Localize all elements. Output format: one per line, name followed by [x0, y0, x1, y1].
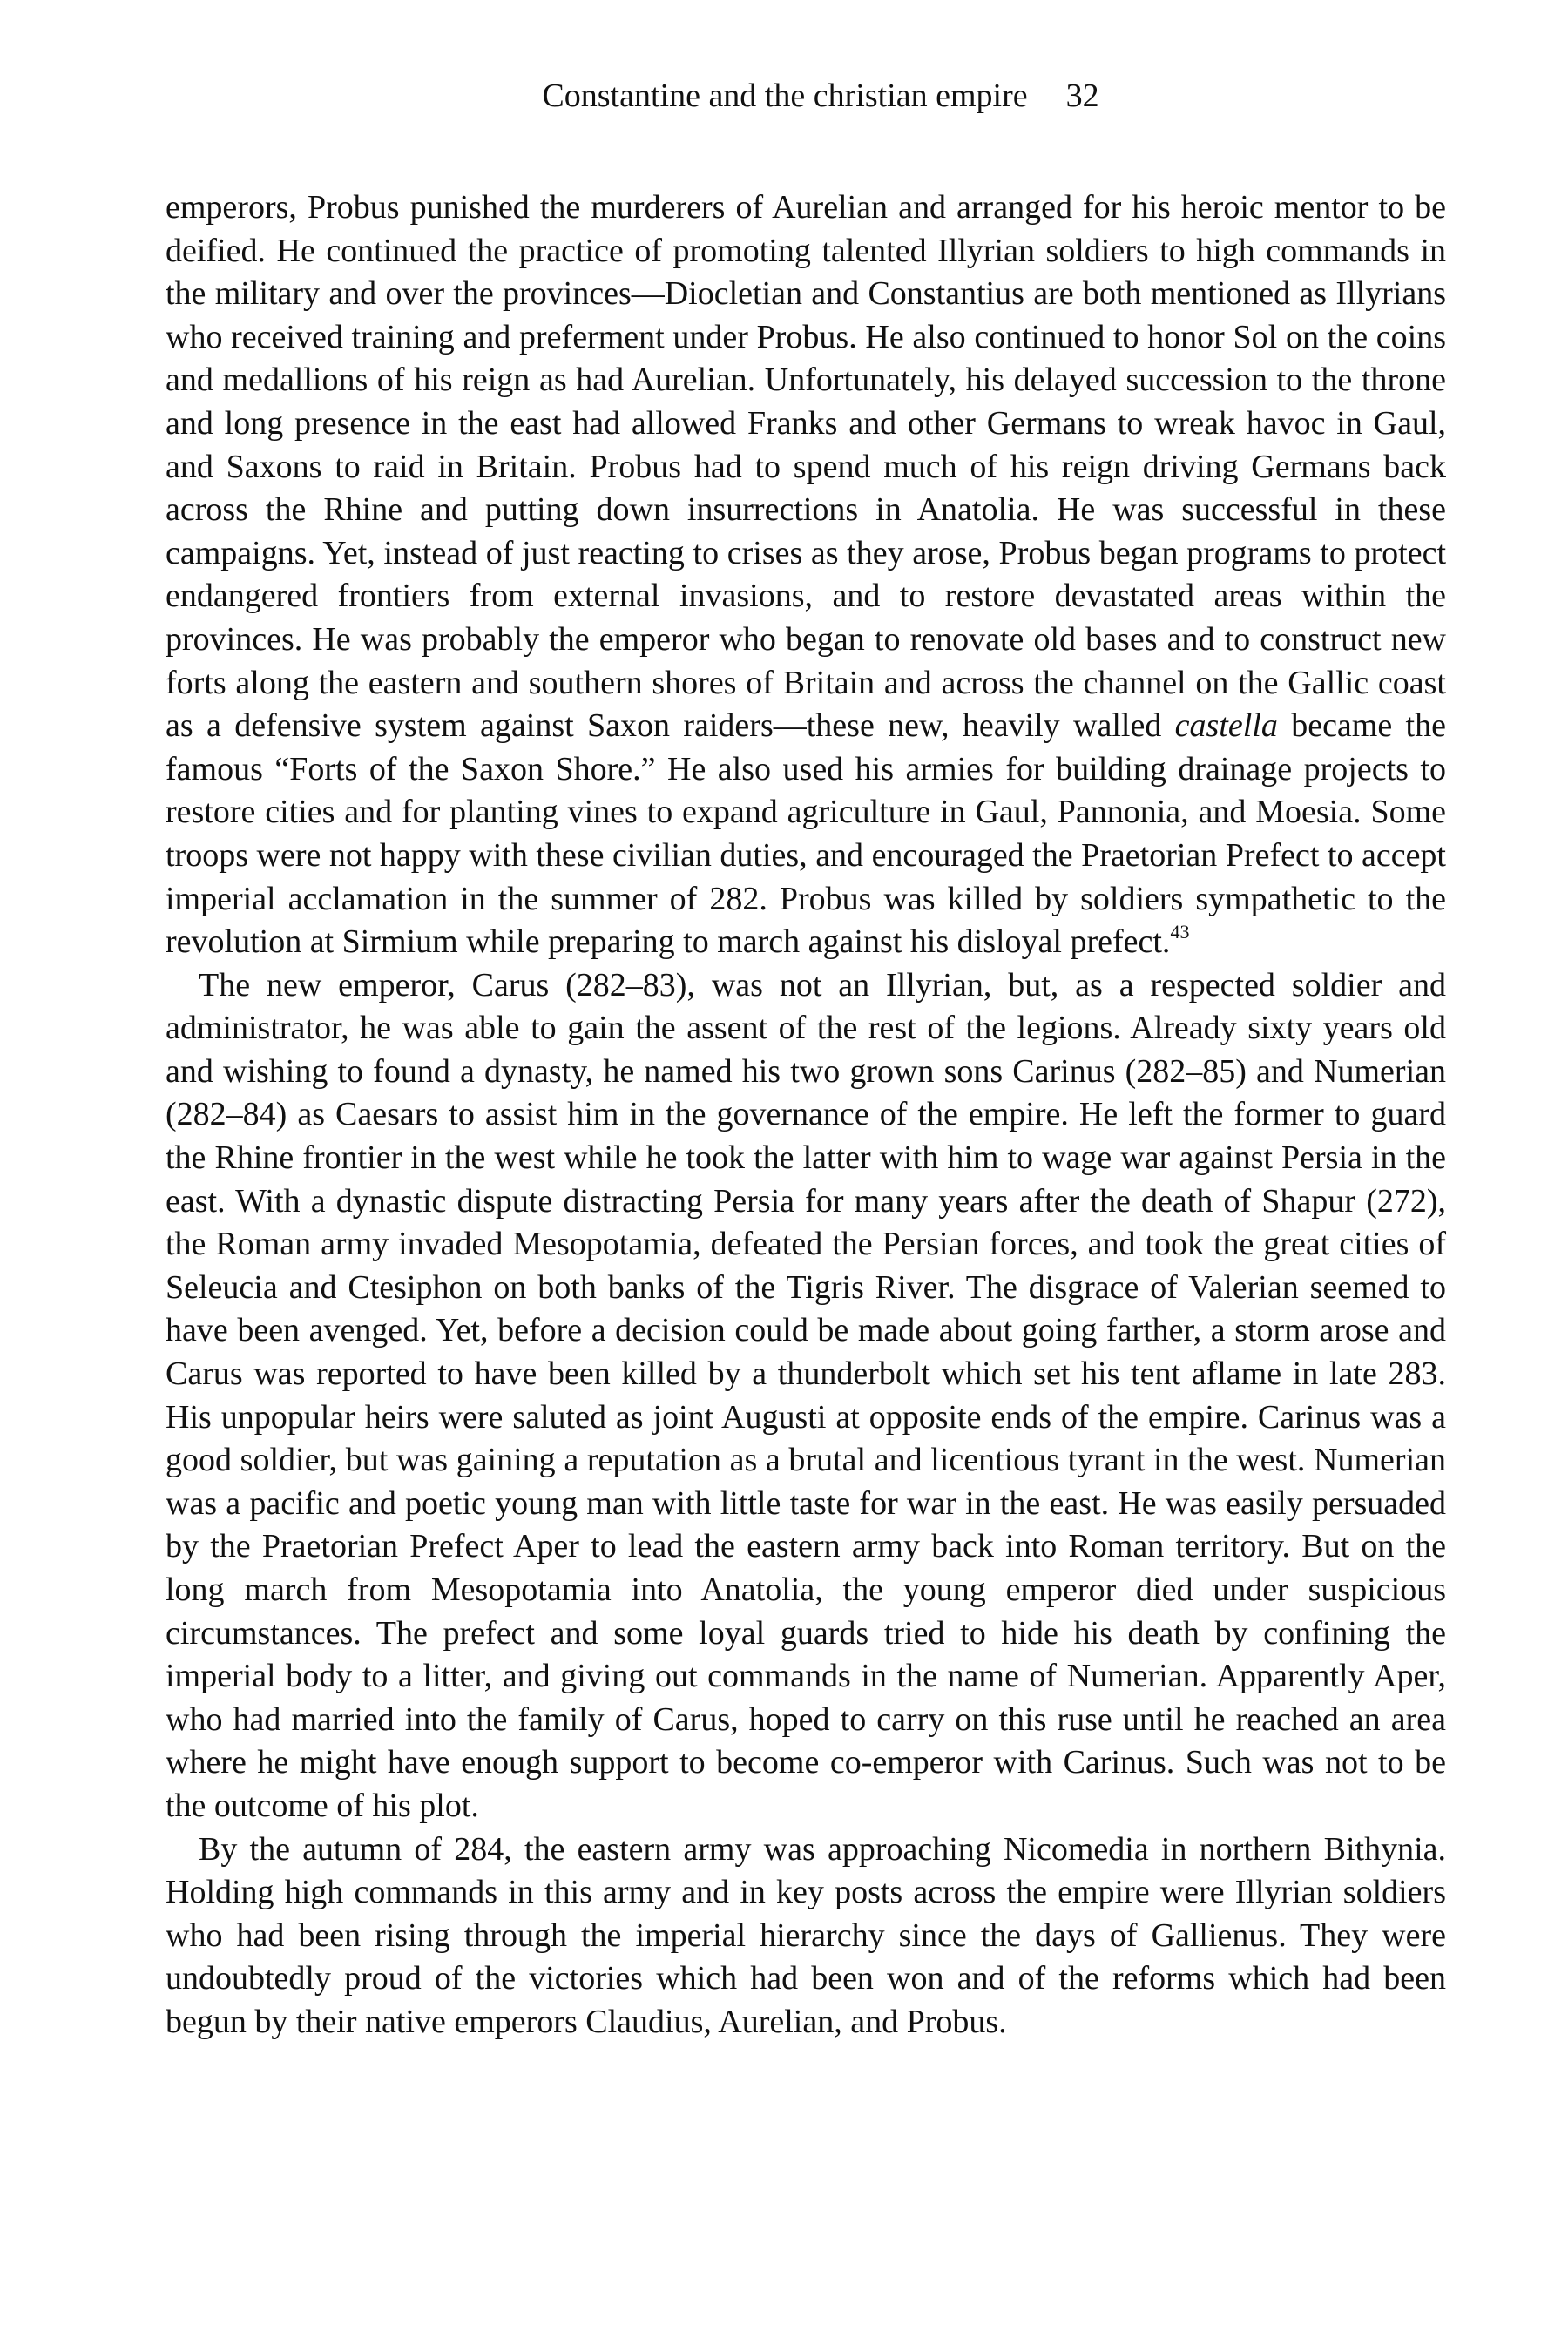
- paragraph-3: By the autumn of 284, the eastern army was approaching Nicomedia in northern Bithynia. Holding high commands in this army and in key posts across the empire were Illyrian soldiers who had been rising through the imperial hierarchy since the days of Gallienus. They were undoubtedly proud of the victories which had been won and of the reforms which had been begun by their native emperors Claudius, Aurelian, and Probus.: [166, 1830, 1446, 2040]
- italic-term: castella: [1174, 707, 1278, 745]
- running-head-title: Constantine and the christian empire: [542, 78, 1028, 114]
- running-head: [0, 75, 1568, 117]
- paragraph-1: [166, 186, 1446, 964]
- paragraph-2: The new emperor, Carus (282–83), was not an Illyrian, but, as a respected soldier and administrator, he was able to gain the assent of the rest of the legions. Already sixty years old and wishing to found a dynasty, he named his two grown sons Carinus (282–85) and Numerian (282–84) as Caesars to assist him in the governance of the empire. He left the former to guard the Rhine frontier in the west while he took the latter with him to wage war against Persia in the east. With a dynastic dispute distracting Persia for many years after the death of Shapur (272), the Roman army invaded Mesopotamia, defeated the Persian forces, and took the great cities of Seleucia and Ctesiphon on both banks of the Tigris River. The disgrace of Valerian seemed to have been avenged. Yet, before a decision could be made about going farther, a storm arose and Carus was reported to have been killed by a thunderbolt which set his tent aflame in late 283. His unpopular heirs were saluted as joint Augusti at opposite ends of the empire. Carinus was a good soldier, but was gaining a reputation as a brutal and licentious tyrant in the west. Numerian was a pacific and poetic young man with little taste for war in the east. He was easily persuaded by the Praetorian Prefect Aper to lead the eastern army back into Roman territory. But on the long march from Mesopotamia into Anatolia, the young emperor died under suspicious circumstances. The prefect and some loyal guards tried to hide his death by confining the imperial body to a litter, and giving out commands in the name of Numerian. Apparently Aper, who had married into the family of Carus, hoped to carry on this ruse until he reached an area where he might have enough support to become co-emperor with Carinus. Such was not to be the outcome of his plot.: [166, 966, 1446, 1824]
- paragraph-1-text: emperors, Probus punished the murderers of Aurelian and arranged for his heroic mentor to be deified. He continued the practice of promoting talented Illyrian soldiers to high commands in the military and over the provinces—Diocletian and Constantius are both mentioned as Illyrians who received training and preferment under Probus. He also continued to honor Sol on the coins and medallions of his reign as had Aurelian. Unfortunately, his delayed succession to the throne and long presence in the east had allowed Franks and other Germans to wreak havoc in Gaul, and Saxons to raid in Britain. Probus had to spend much of his reign driving Germans back across the Rhine and putting down insurrections in Anatolia. He was successful in these campaigns. Yet, instead of just reacting to crises as they arose, Probus began programs to protect endangered frontiers from external invasions, and to restore devastated areas within the provinces. He was probably the emperor who began to renovate old bases and to construct new forts along the eastern and southern shores of Britain and across the channel on the Gallic coast as a defensive system against Saxon raiders—these new, heavily walled: [166, 189, 1446, 745]
- footnote-marker[interactable]: 43: [1170, 921, 1190, 943]
- page-number: 32: [1065, 78, 1099, 114]
- paragraph-1-text-cont: became the famous “Forts of the Saxon Shore.” He also used his armies for building drainage projects to restore cities and for planting vines to expand agriculture in Gaul, Pannonia, and Moesia. Some troops were not happy with these civilian duties, and encouraged the Praetorian Prefect to accept imperial acclamation in the summer of 282. Probus was killed by soldiers sympathetic to the revolution at Sirmium while preparing to march against his disloyal prefect.: [166, 707, 1446, 961]
- body-text: [166, 186, 1446, 2044]
